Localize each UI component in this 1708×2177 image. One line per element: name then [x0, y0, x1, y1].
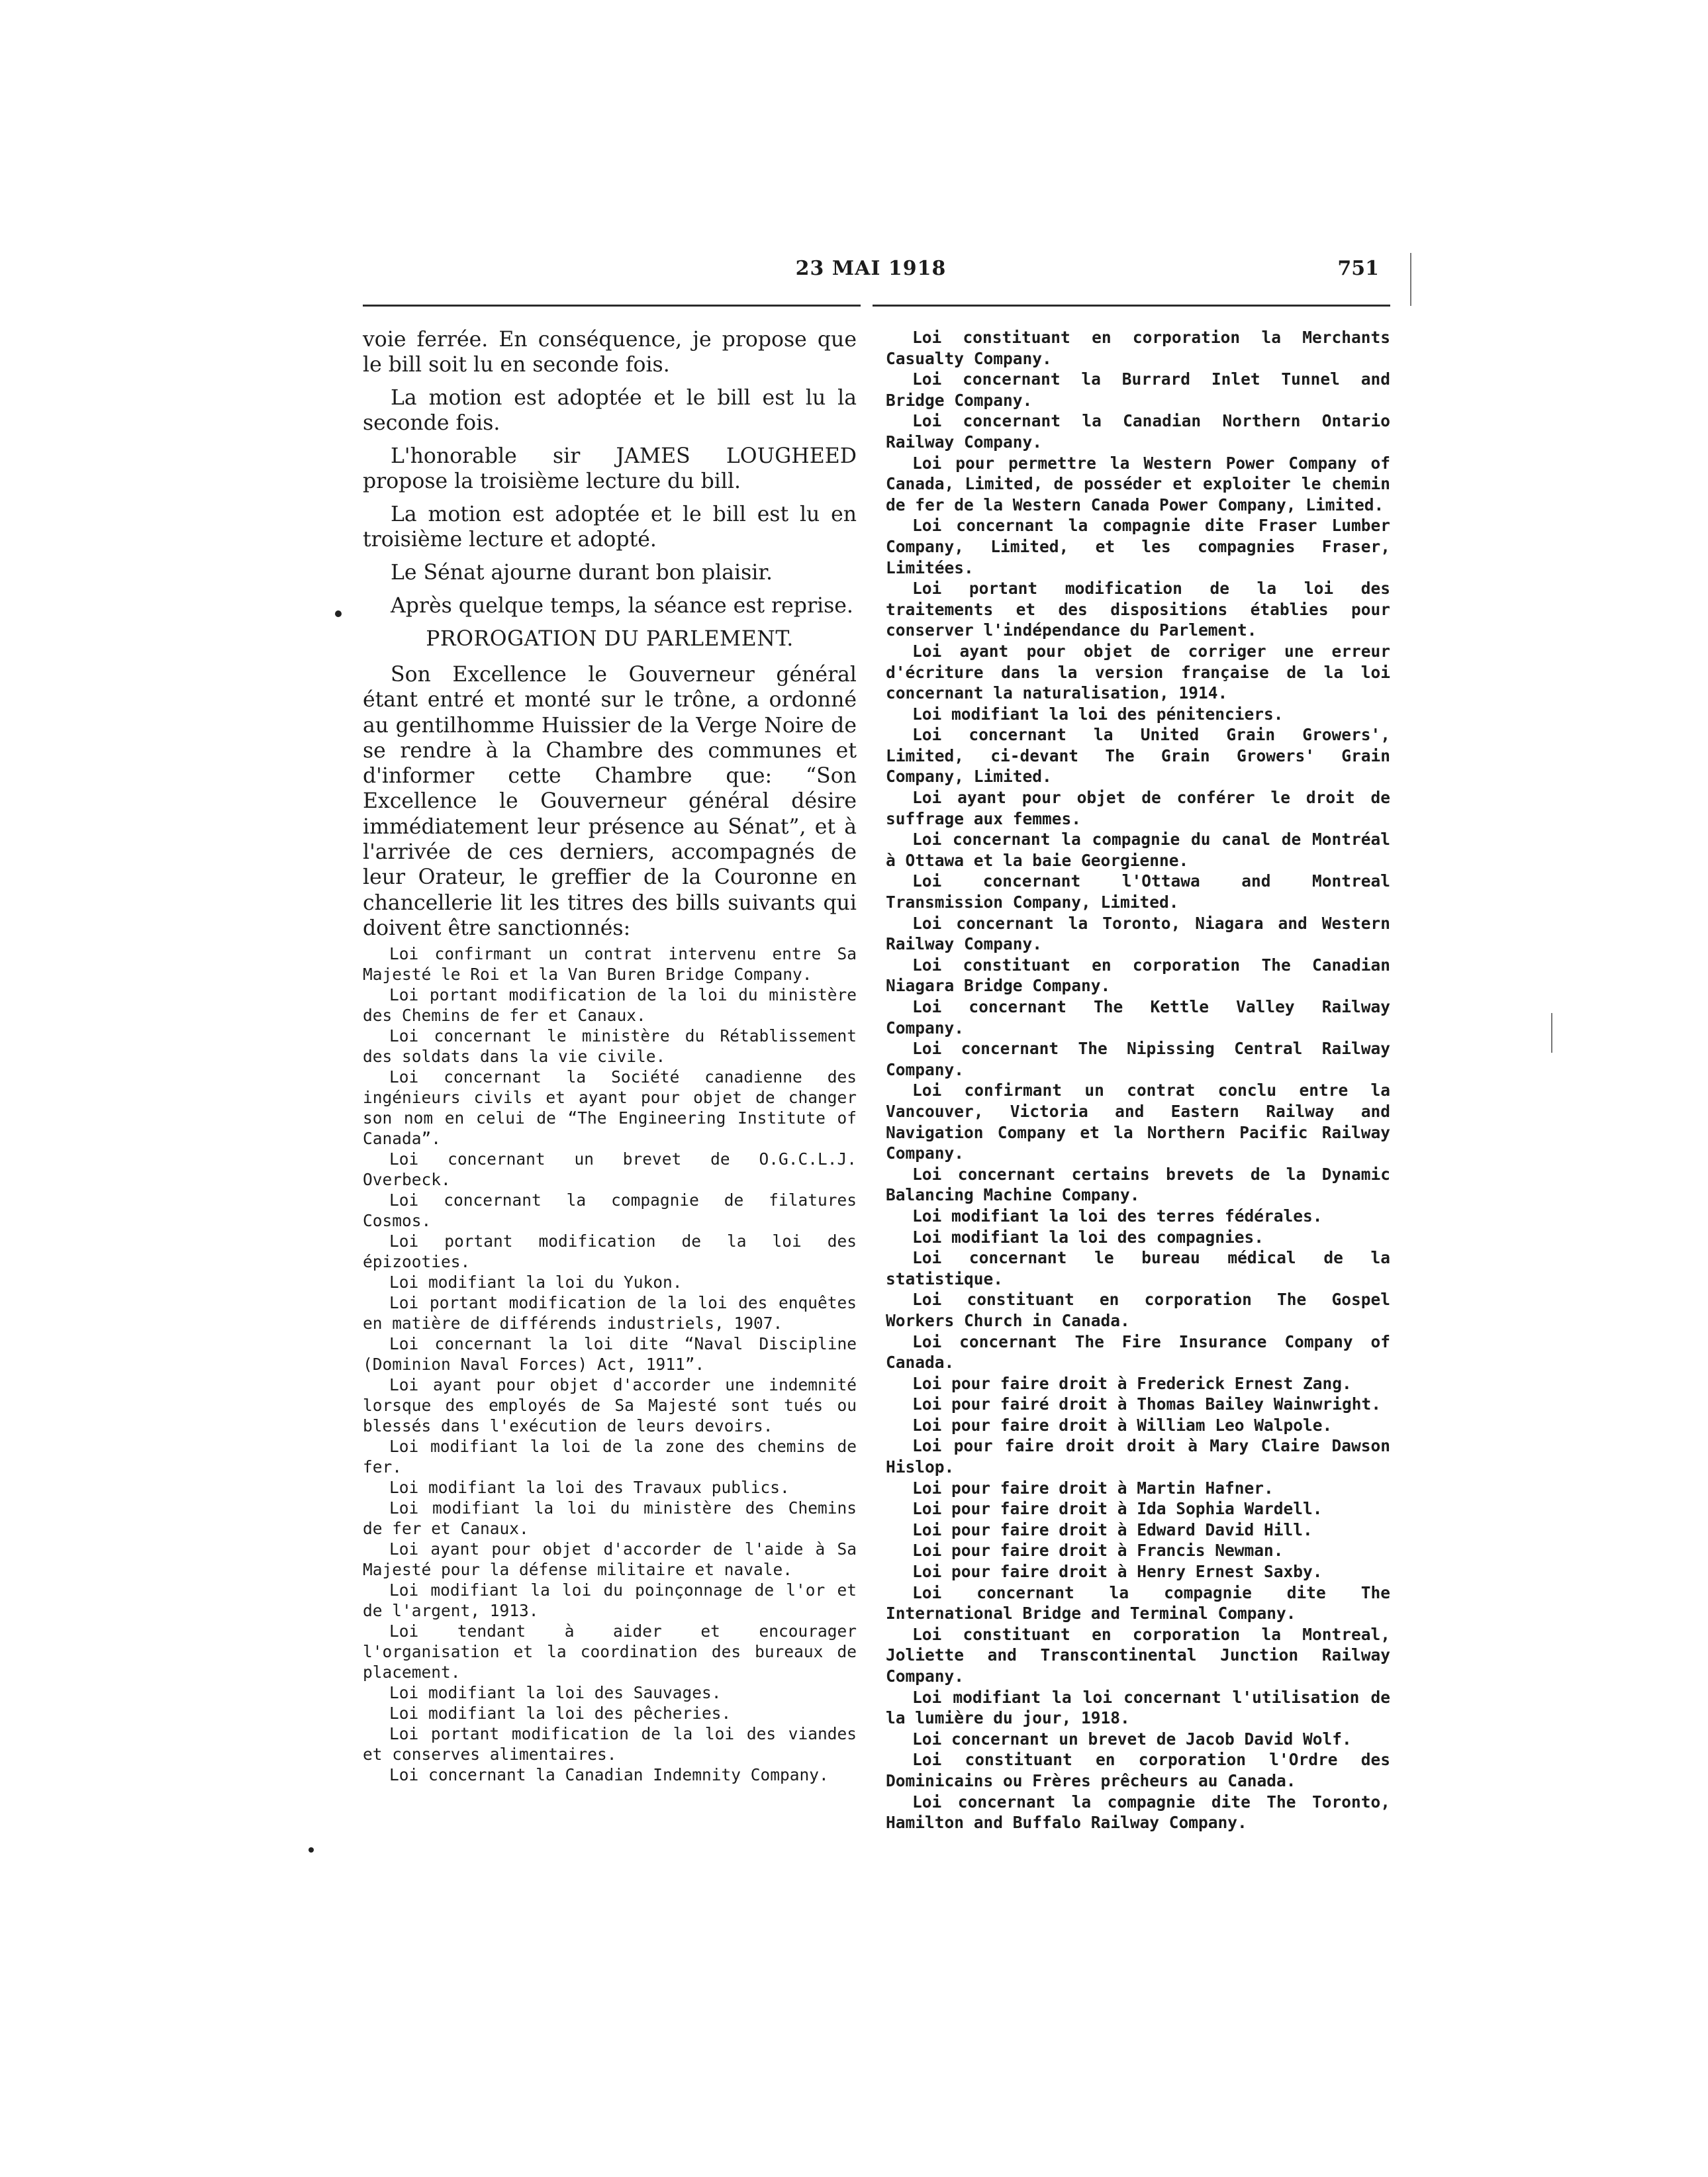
paragraph: La motion est adoptée et le bill est lu la seconde fois. — [363, 386, 857, 435]
list-item: Loi constituant en corporation The Gospel Workers Church in Canada. — [886, 1290, 1390, 1330]
list-item: Loi modifiant la loi des Sauvages. — [389, 1683, 722, 1703]
list-item: Loi pour faire droit à Henry Ernest Saxby. — [912, 1562, 1323, 1582]
list-item: Loi modifiant la loi des compagnies. — [912, 1227, 1264, 1247]
page-header — [363, 257, 1379, 290]
list-item: Loi concernant un brevet de O.G.C.L.J. Overbeck. — [363, 1149, 857, 1190]
margin-dot — [335, 610, 342, 617]
paragraph: L'honorable sir JAMES LOUGHEED propose la troisième lecture du bill. — [363, 444, 857, 493]
margin-mark — [1551, 1013, 1552, 1053]
list-item: Loi modifiant la loi du Yukon. — [389, 1273, 683, 1292]
page-number: 751 — [1337, 257, 1379, 280]
list-item: Loi constituant en corporation la Merchants Casualty Company. — [886, 328, 1390, 368]
right-column — [886, 327, 1390, 1833]
list-item: Loi concernant l'Ottawa and Montreal Transmission Company, Limited. — [886, 871, 1390, 912]
list-item: Loi constituant en corporation l'Ordre des Dominicains ou Frères prêcheurs au Canada. — [886, 1750, 1390, 1790]
list-item: Loi pour faire droit à Francis Newman. — [912, 1541, 1284, 1561]
list-item: Loi modifiant la loi du ministère des Chemins de fer et Canaux. — [363, 1498, 857, 1539]
list-item: Loi modifiant la loi du poinçonnage de l'or et de l'argent, 1913. — [363, 1580, 857, 1621]
list-item: Loi concernant le bureau médical de la statistique. — [886, 1248, 1390, 1288]
list-item: Loi concernant The Fire Insurance Company of Canada. — [886, 1331, 1390, 1373]
paragraph: La motion est adoptée et le bill est lu en troisième lecture et adopté. — [363, 503, 857, 552]
list-item: Loi modifiant la loi de la zone des chemins de fer. — [363, 1437, 857, 1477]
paragraph: Son Excellence le Gouverneur général étant entré et monté sur le trône, a ordonné au gentilhomme Huissier de la Verge Noire de se rendre à la Chambre des communes et d'informer cette Chambre que: “Son Excellence le Gouverneur général désire immédiatement leur présence au Sénat”, et à l'arrivée de ces derniers, accompagnés de leur Orateur, le greffier de la Couronne en chancellerie lit les titres des bills suivants qui doivent être sanctionnés: — [363, 663, 857, 940]
header-rule-right — [873, 305, 1390, 307]
paragraph: Après quelque temps, la séance est reprise. — [391, 594, 853, 618]
list-item: Loi concernant la Canadian Northern Ontario Railway Company. — [886, 411, 1390, 452]
list-item: Loi concernant la compagnie du canal de Montréal à Ottawa et la baie Georgienne. — [886, 830, 1390, 870]
list-item: Loi concernant le ministère du Rétablissement des soldats dans la vie civile. — [363, 1026, 857, 1067]
list-item: Loi concernant la Burrard Inlet Tunnel and Bridge Company. — [886, 369, 1390, 410]
list-item: Loi pour faire droit à Martin Hafner. — [912, 1478, 1274, 1498]
list-item: Loi pour faire droit à Frederick Ernest Zang. — [912, 1373, 1352, 1393]
list-item: Loi concernant The Kettle Valley Railway Company. — [886, 997, 1390, 1038]
list-item: Loi pour permettre la Western Power Company of Canada, Limited, de posséder et exploiter le chemin de fer de la Western Canada Power Company, Limited. — [886, 453, 1390, 514]
list-item: Loi pour fairé droit à Thomas Bailey Wainwright. — [912, 1394, 1382, 1414]
list-item: Loi modifiant la loi des terres fédérales. — [912, 1206, 1323, 1226]
list-item: Loi portant modification de la loi des traitements et des dispositions établies pour conserver l'indépendance du Parlement. — [886, 579, 1390, 640]
list-item: Loi tendant à aider et encourager l'organisation et la coordination des bureaux de placement. — [363, 1621, 857, 1682]
list-item: Loi ayant pour objet de conférer le droit de suffrage aux femmes. — [886, 788, 1390, 828]
left-column — [363, 327, 857, 1785]
list-item: Loi concernant la compagnie de filatures Cosmos. — [363, 1190, 857, 1231]
list-item: Loi confirmant un contrat conclu entre la Vancouver, Victoria and Eastern Railway and Navigation Company et la Northern Pacific Railway Company. — [886, 1081, 1390, 1163]
list-item: Loi concernant la Société canadienne des ingénieurs civils et ayant pour objet de changer son nom en celui de “The Engineering Institute of Canada”. — [363, 1067, 857, 1149]
margin-mark — [1410, 253, 1411, 306]
list-item: Loi modifiant la loi concernant l'utilisation de la lumière du jour, 1918. — [886, 1687, 1390, 1728]
list-item: Loi constituant en corporation The Canadian Niagara Bridge Company. — [886, 955, 1390, 996]
list-item: Loi constituant en corporation la Montreal, Joliette and Transcontinental Junction Railway Company. — [886, 1624, 1390, 1686]
list-item: Loi pour faire droit à Edward David Hill. — [912, 1520, 1313, 1539]
list-item: Loi confirmant un contrat intervenu entre Sa Majesté le Roi et la Van Buren Bridge Company. — [363, 944, 857, 985]
list-item: Loi ayant pour objet de corriger une erreur d'écriture dans la version française de la loi concernant la naturalisation, 1914. — [886, 641, 1390, 703]
list-item: Loi pour faire droit à William Leo Walpole. — [912, 1415, 1333, 1435]
list-item: Loi concernant la compagnie dite The Toronto, Hamilton and Buffalo Railway Company. — [886, 1792, 1390, 1833]
list-item: Loi modifiant la loi des pénitenciers. — [912, 704, 1284, 724]
list-item: Loi portant modification de la loi des épizooties. — [363, 1232, 857, 1272]
list-item: Loi concernant la United Grain Growers', Limited, ci-devant The Grain Growers' Grain Company, Limited. — [886, 725, 1390, 787]
list-item: Loi concernant la loi dite “Naval Discipline (Dominion Naval Forces) Act, 1911”. — [363, 1334, 857, 1375]
list-item: Loi concernant la Canadian Indemnity Company. — [389, 1765, 829, 1785]
list-item: Loi pour faire droit à Ida Sophia Wardell. — [912, 1499, 1323, 1519]
list-item: Loi pour faire droit droit à Mary Claire Dawson Hislop. — [886, 1436, 1390, 1477]
list-item: Loi concernant la Toronto, Niagara and Western Railway Company. — [886, 913, 1390, 954]
paragraph: voie ferrée. En conséquence, je propose que le bill soit lu en seconde fois. — [363, 328, 857, 377]
margin-dot — [308, 1847, 314, 1853]
list-item: Loi portant modification de la loi des enquêtes en matière de différends industriels, 1907. — [363, 1293, 857, 1333]
list-item: Loi concernant certains brevets de la Dynamic Balancing Machine Company. — [886, 1164, 1390, 1205]
header-rule-left — [363, 305, 861, 307]
list-item: Loi portant modification de la loi du ministère des Chemins de fer et Canaux. — [363, 985, 857, 1026]
list-item: Loi modifiant la loi des pêcheries. — [389, 1704, 732, 1723]
list-item: Loi portant modification de la loi des viandes et conserves alimentaires. — [363, 1724, 857, 1765]
list-item: Loi ayant pour objet d'accorder une indemnité lorsque des employés de Sa Majesté sont tués ou blessés dans l'exécution de leurs devoirs. — [363, 1375, 857, 1436]
bill-list-left — [363, 943, 857, 1785]
list-item: Loi concernant un brevet de Jacob David Wolf. — [912, 1729, 1352, 1749]
header-date: 23 MAI 1918 — [795, 257, 947, 280]
list-item: Loi concernant The Nipissing Central Railway Company. — [886, 1039, 1390, 1079]
proceedings-text — [363, 327, 857, 941]
list-item: Loi modifiant la loi des Travaux publics. — [389, 1478, 790, 1498]
list-item: Loi concernant la compagnie dite Fraser Lumber Company, Limited, et les compagnies Fraser, Limitées. — [886, 516, 1390, 577]
list-item: Loi concernant la compagnie dite The International Bridge and Terminal Company. — [886, 1582, 1390, 1623]
section-heading: PROROGATION DU PARLEMENT. — [426, 627, 794, 651]
list-item: Loi ayant pour objet d'accorder de l'aide à Sa Majesté pour la défense militaire et navale. — [363, 1539, 857, 1580]
paragraph: Le Sénat ajourne durant bon plaisir. — [391, 561, 773, 585]
